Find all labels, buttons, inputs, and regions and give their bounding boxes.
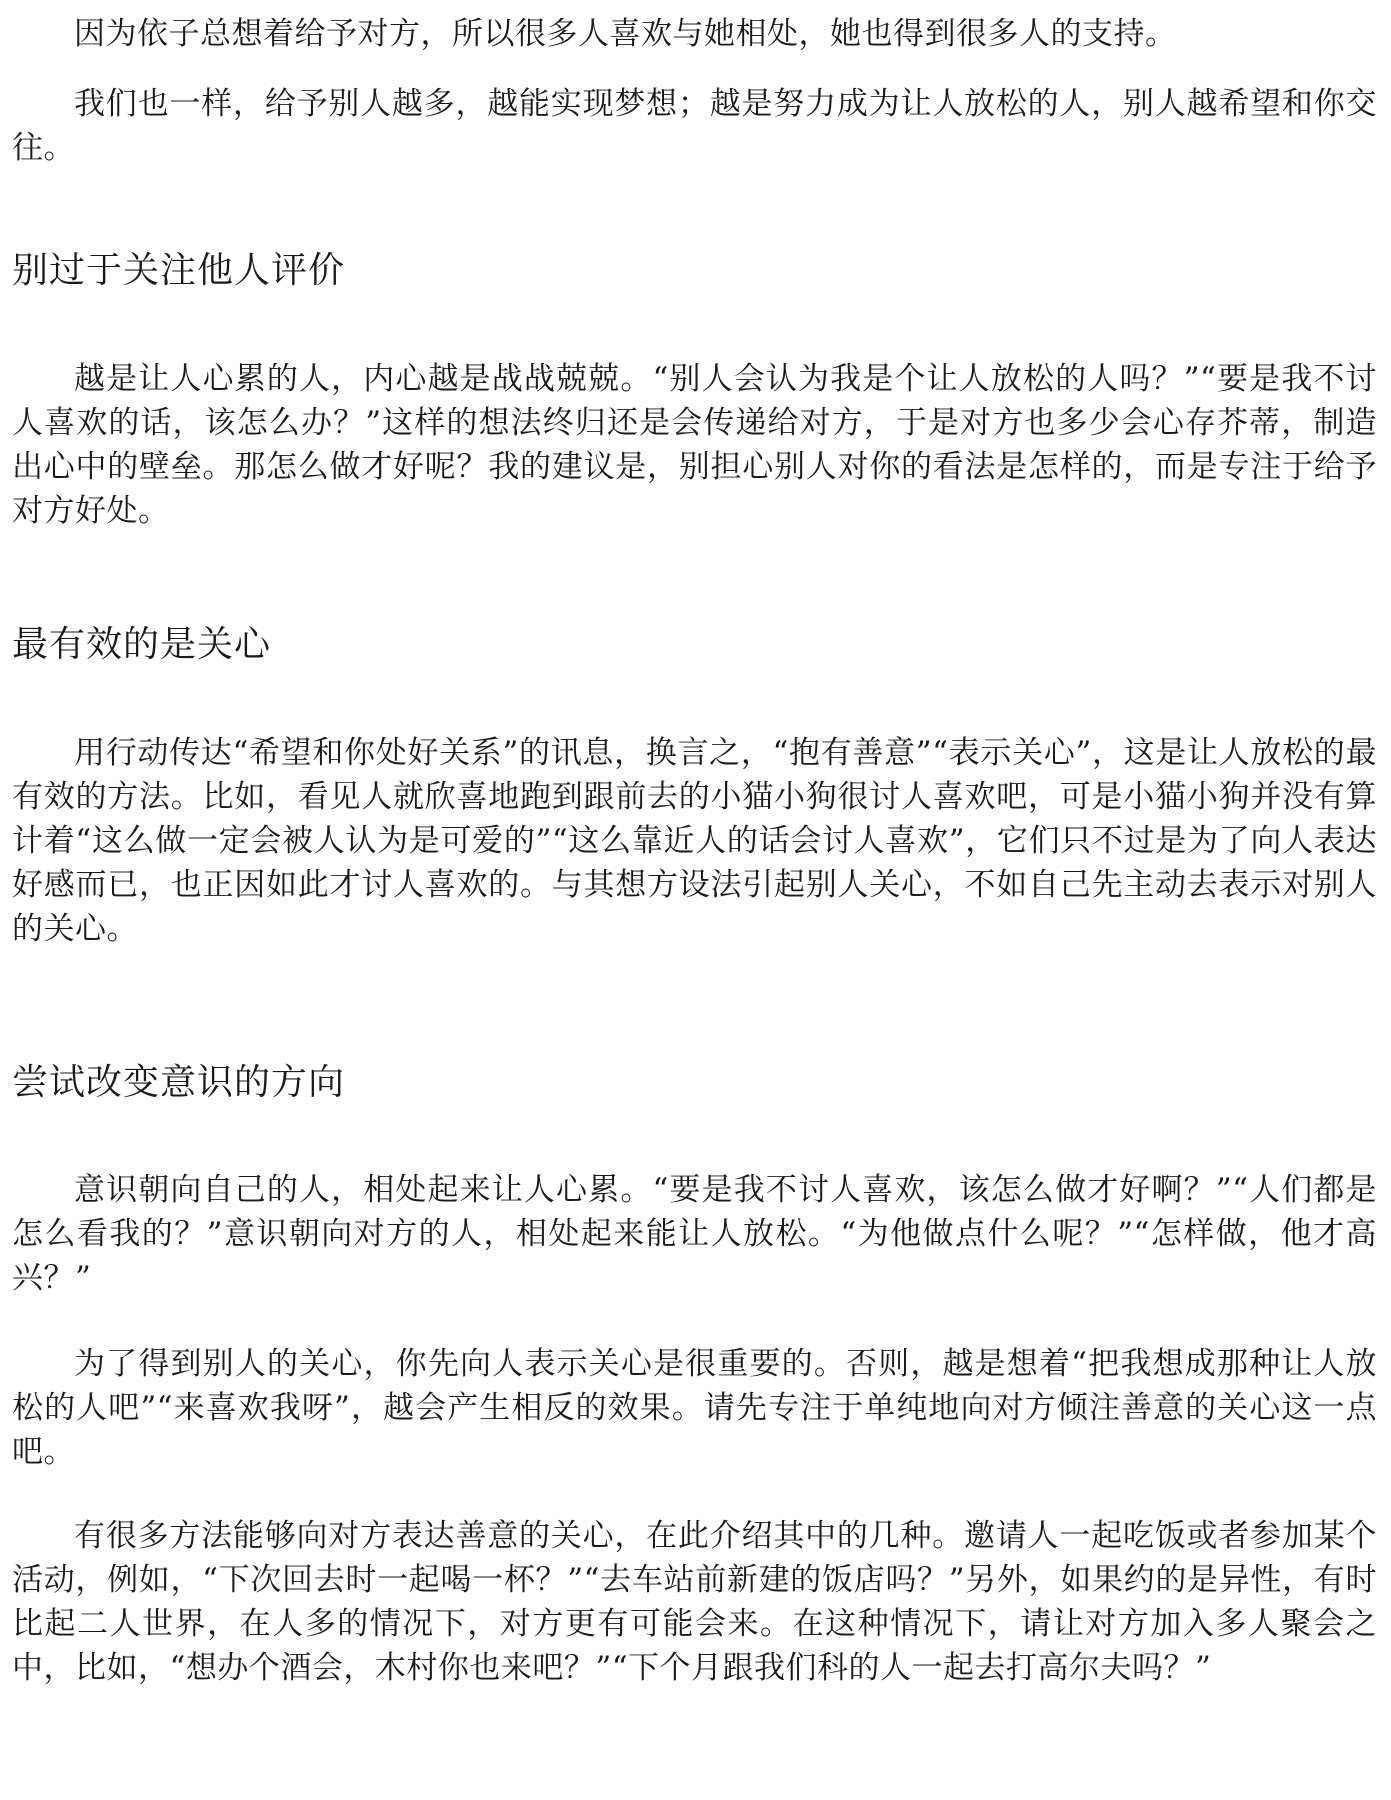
paragraph-anxious-person: 越是让人心累的人，内心越是战战兢兢。“别人会认为我是个让人放松的人吗？”“要是我不讨人喜欢的话，该怎么办？”这样的想法终归还是会传递给对方，于是对方也多少会心存芥蒂，制造出心中的壁垒。那怎么做才好呢？我的建议是，别担心别人对你的看法是怎样的，而是专注于给予对方好处。 xyxy=(12,361,1377,529)
paragraph-giving-support: 因为依子总想着给予对方，所以很多人喜欢与她相处，她也得到很多人的支持。 xyxy=(74,16,1177,52)
paragraph-give-more: 我们也一样，给予别人越多，越能实现梦想；越是努力成为让人放松的人，别人越希望和你交往。 xyxy=(12,86,1377,166)
section-heading-evaluation: 别过于关注他人评价 xyxy=(12,250,346,291)
section-heading-care: 最有效的是关心 xyxy=(12,624,272,665)
paragraph-methods: 有很多方法能够向对方表达善意的关心，在此介绍其中的几种。邀请人一起吃饭或者参加某个活动，例如，“下次回去时一起喝一杯？”“去车站前新建的饭店吗？”另外，如果约的是异性，有时比起二人世界，在人多的情况下，对方更有可能会来。在这种情况下，请让对方加入多人聚会之中，比如，“想办个酒会，木村你也来吧？”“下个月跟我们科的人一起去打高尔夫吗？” xyxy=(12,1518,1377,1686)
paragraph-self-directed: 意识朝向自己的人，相处起来让人心累。“要是我不讨人喜欢，该怎么做才好啊？”“人们都是怎么看我的？”意识朝向对方的人，相处起来能让人放松。“为他做点什么呢？”“怎样做，他才高兴？” xyxy=(12,1172,1377,1296)
paragraph-show-interest: 用行动传达“希望和你处好关系”的讯息，换言之，“抱有善意”“表示关心”，这是让人放松的最有效的方法。比如，看见人就欣喜地跑到跟前去的小猫小狗很讨人喜欢吧，可是小猫小狗并没有算计着“这么做一定会被人认为是可爱的”“这么靠近人的话会讨人喜欢”，它们只不过是为了向人表达好感而已，也正因如此才讨人喜欢的。与其想方设法引起别人关心，不如自己先主动去表示对别人的关心。 xyxy=(12,735,1377,947)
section-heading-direction: 尝试改变意识的方向 xyxy=(12,1062,346,1103)
paragraph-show-concern-first: 为了得到别人的关心，你先向人表示关心是很重要的。否则，越是想着“把我想成那种让人放松的人吧”“来喜欢我呀”，越会产生相反的效果。请先专注于单纯地向对方倾注善意的关心这一点吧。 xyxy=(12,1346,1377,1470)
